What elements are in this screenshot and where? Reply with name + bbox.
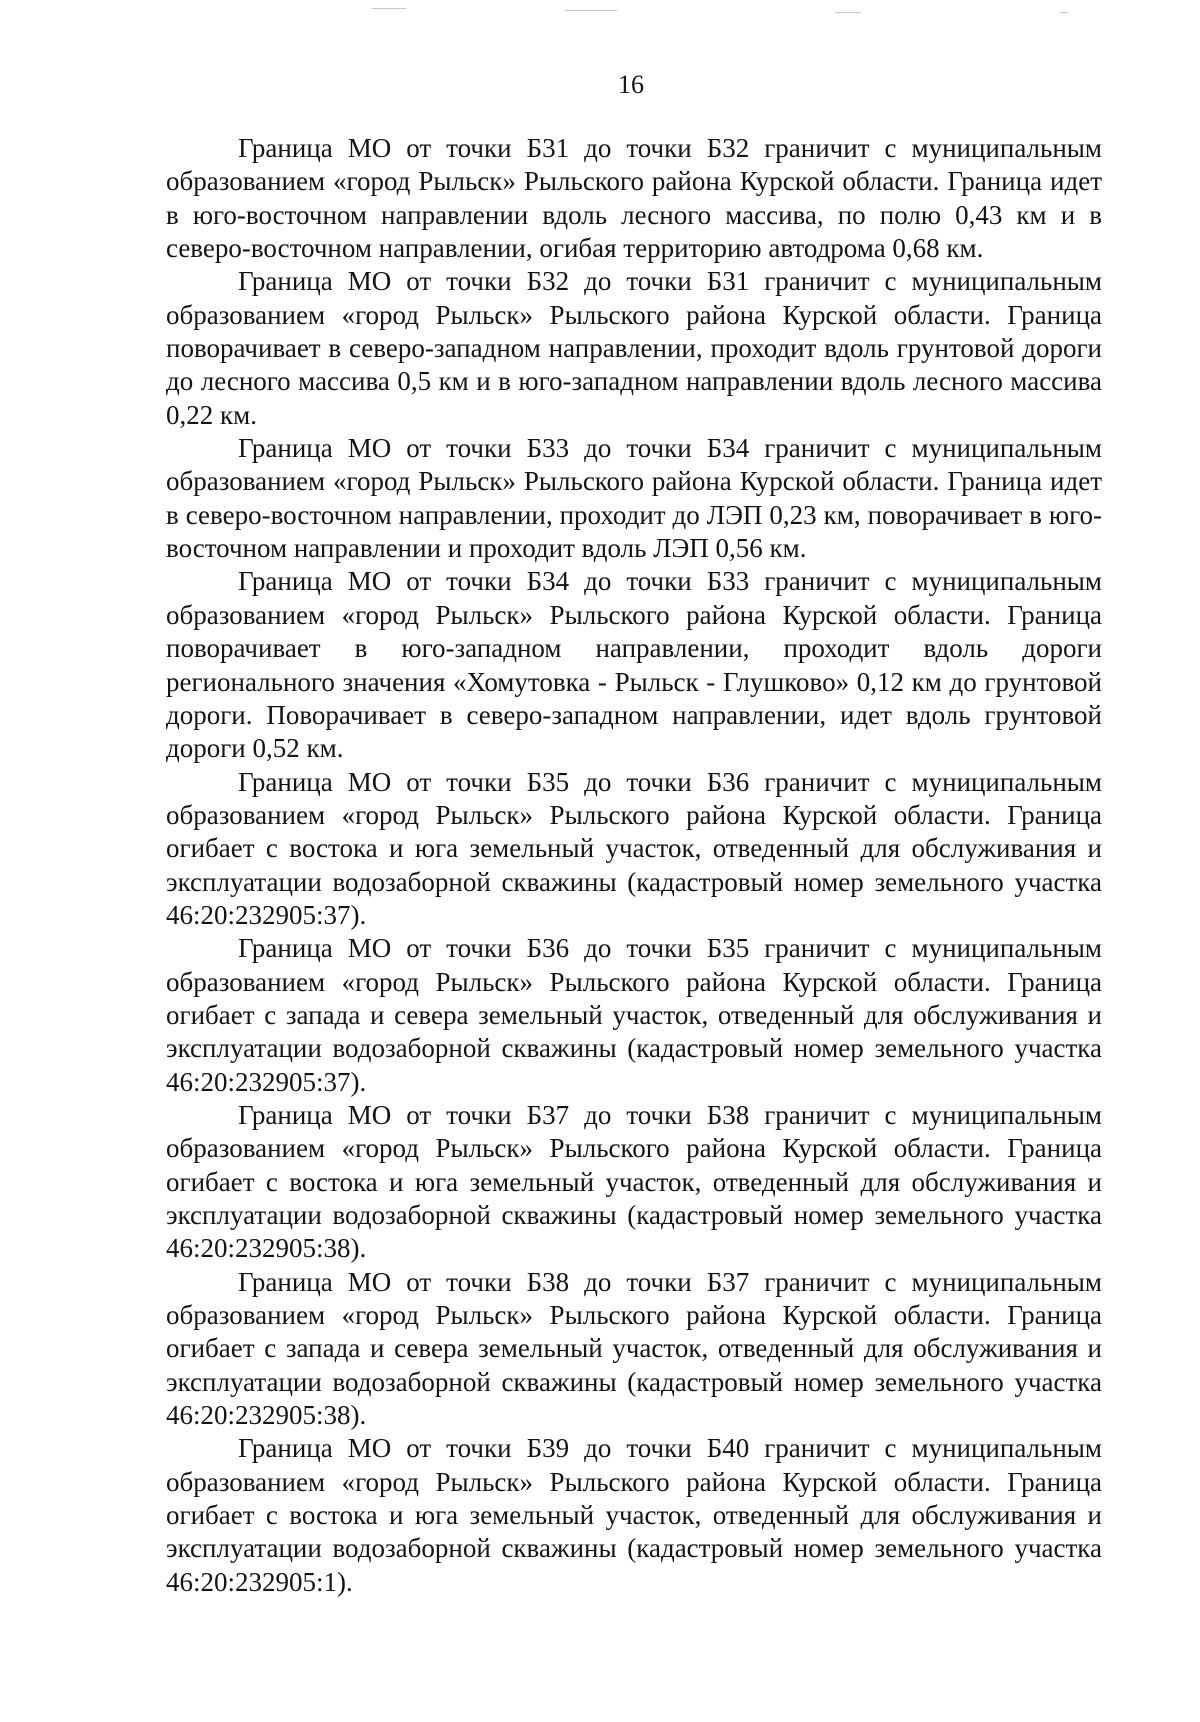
scan-artifact xyxy=(372,8,406,9)
boundary-paragraph-b38-b37: Граница МО от точки Б38 до точки Б37 граничит с муниципальным образованием «город Рыльск» Рыльского района Курской области. Граница огибает с запада и севера земельный участок, отведенный для обслуживания и эксплуатации водозаборной скважины (кадастровый номер земельного участка 46:20:232905:38). xyxy=(166,1266,1102,1431)
page-number: 16 xyxy=(618,70,644,99)
scan-artifact xyxy=(835,12,861,13)
boundary-paragraph-b31-b32: Граница МО от точки Б31 до точки Б32 граничит с муниципальным образованием «город Рыльск» Рыльского района Курской области. Граница идет в юго-восточном направлении вдоль лесного массива, по полю 0,43 км и в северо-восточном направлении, огибая территорию автодрома 0,68 км. xyxy=(166,133,1102,264)
scan-artifact xyxy=(565,10,617,11)
scan-artifact xyxy=(1060,12,1068,13)
boundary-paragraph-b37-b38: Граница МО от точки Б37 до точки Б38 граничит с муниципальным образованием «город Рыльск» Рыльского района Курской области. Граница огибает с востока и юга земельный участок, отведенный для обслуживания и эксплуатации водозаборной скважины (кадастровый номер земельного участка 46:20:232905:38). xyxy=(166,1099,1102,1264)
boundary-paragraph-b34-b33: Граница МО от точки Б34 до точки Б33 граничит с муниципальным образованием «город Рыльск» Рыльского района Курской области. Граница поворачивает в юго-западном направлении, проходит вдоль дороги регионального значения «Хомутовка - Рыльск - Глушково» 0,12 км до грунтовой дороги. Поворачивает в северо-западном направлении, идет вдоль грунтовой дороги 0,52 км. xyxy=(166,566,1102,764)
boundary-paragraph-b39-b40: Граница МО от точки Б39 до точки Б40 граничит с муниципальным образованием «город Рыльск» Рыльского района Курской области. Граница огибает с востока и юга земельный участок, отведенный для обслуживания и эксплуатации водозаборной скважины (кадастровый номер земельного участка 46:20:232905:1). xyxy=(166,1433,1102,1597)
boundary-paragraph-b36-b35: Граница МО от точки Б36 до точки Б35 граничит с муниципальным образованием «город Рыльск» Рыльского района Курской области. Граница огибает с запада и севера земельный участок, отведенный для обслуживания и эксплуатации водозаборной скважины (кадастровый номер земельного участка 46:20:232905:37). xyxy=(166,933,1102,1097)
body-text xyxy=(166,132,1102,1599)
boundary-paragraph-b32-b31: Граница МО от точки Б32 до точки Б31 граничит с муниципальным образованием «город Рыльск» Рыльского района Курской области. Граница поворачивает в северо-западном направлении, проходит вдоль грунтовой дороги до лесного массива 0,5 км и в юго-западном направлении вдоль лесного массива 0,22 км. xyxy=(166,266,1102,430)
boundary-paragraph-b33-b34: Граница МО от точки Б33 до точки Б34 граничит с муниципальным образованием «город Рыльск» Рыльского района Курской области. Граница идет в северо-восточном направлении, проходит до ЛЭП 0,23 км, поворачивает в юго-восточном направлении и проходит вдоль ЛЭП 0,56 км. xyxy=(166,433,1102,564)
boundary-paragraph-b35-b36: Граница МО от точки Б35 до точки Б36 граничит с муниципальным образованием «город Рыльск» Рыльского района Курской области. Граница огибает с востока и юга земельный участок, отведенный для обслуживания и эксплуатации водозаборной скважины (кадастровый номер земельного участка 46:20:232905:37). xyxy=(166,766,1102,930)
